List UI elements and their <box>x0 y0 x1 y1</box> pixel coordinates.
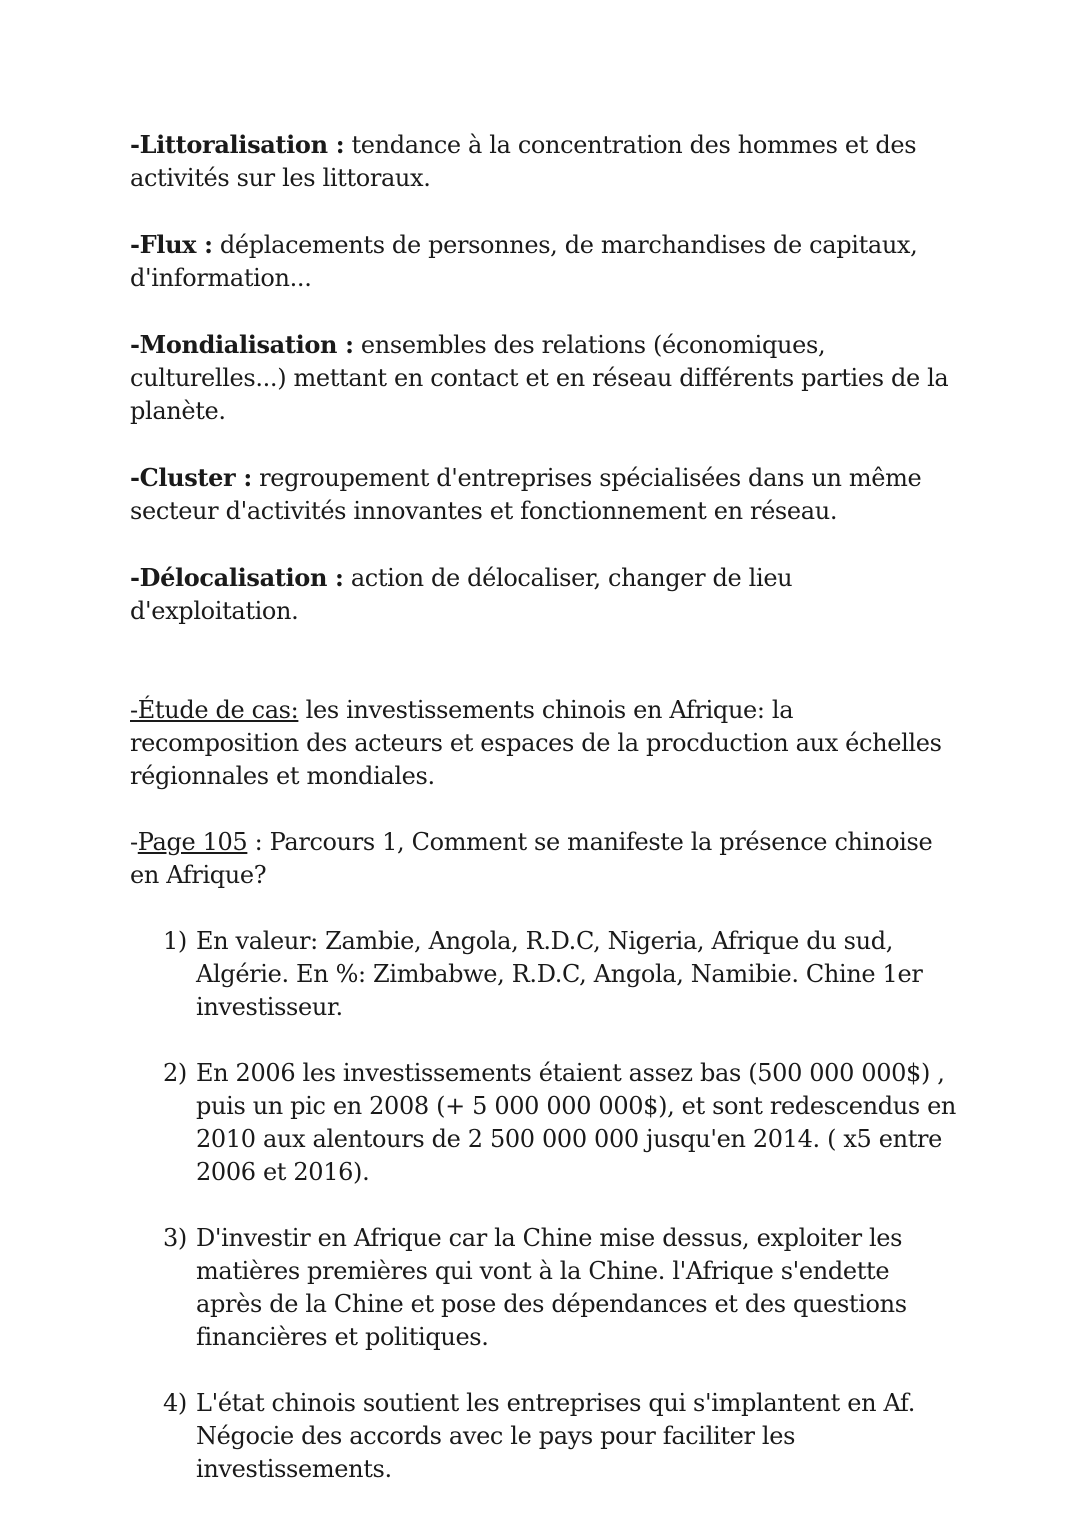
definition-term: -Délocalisation : <box>130 563 344 592</box>
answer-number: 4) <box>163 1389 187 1417</box>
definition-text: action de délocaliser, changer de lieu d'exploitation. <box>130 564 793 625</box>
definition-littoralisation <box>130 128 960 195</box>
definition-term: -Littoralisation : <box>130 130 345 159</box>
definition-term: -Mondialisation : <box>130 330 354 359</box>
definition-term: -Cluster : <box>130 463 252 492</box>
case-study-text: les investissements chinois en Afrique: la recomposition des acteurs et espaces de la procduction aux échelles régionnales et mondiales. <box>130 696 942 790</box>
page-reference <box>130 826 960 892</box>
answer-item <box>130 1222 960 1354</box>
answer-number: 1) <box>163 927 187 955</box>
definition-text: regroupement d'entreprises spécialisées dans un même secteur d'activités innovantes et fonctionnement en réseau. <box>130 464 922 525</box>
definition-mondialisation <box>130 328 960 428</box>
answer-number: 2) <box>163 1059 187 1087</box>
spacer <box>130 661 960 694</box>
case-study-heading <box>130 694 960 793</box>
answer-item <box>130 925 960 1024</box>
document-page <box>130 128 960 1519</box>
answer-number: 3) <box>163 1224 187 1252</box>
page-reference-label: Page 105 <box>137 828 248 856</box>
answer-text: D'investir en Afrique car la Chine mise dessus, exploiter les matières premières qui vont à la Chine. l'Afrique s'endette après de la Chine et pose des dépendances et des questions financières et politiques. <box>196 1224 907 1351</box>
definition-cluster <box>130 461 960 528</box>
definition-flux <box>130 228 960 295</box>
answer-text: En valeur: Zambie, Angola, R.D.C, Nigeria, Afrique du sud, Algérie. En %: Zimbabwe, R.D.C, Angola, Namibie. Chine 1er investisseur. <box>196 927 923 1021</box>
page-reference-prefix: - <box>130 828 138 856</box>
definition-text: tendance à la concentration des hommes et des activités sur les littoraux. <box>130 131 917 192</box>
definition-text: ensembles des relations (économiques, culturelles...) mettant en contact et en réseau différents parties de la planète. <box>130 331 949 425</box>
answer-item <box>130 1387 960 1486</box>
definition-text: déplacements de personnes, de marchandises de capitaux, d'information... <box>130 231 918 292</box>
answer-text: En 2006 les investissements étaient assez bas (500 000 000$) , puis un pic en 2008 (+ 5 000 000 000$), et sont redescendus en 2010 aux alentours de 2 500 000 000 jusqu'en 2014. ( x5 entre 2006 et 2016). <box>196 1059 957 1186</box>
definition-term: -Flux : <box>130 230 213 259</box>
answers-list <box>130 925 960 1486</box>
answer-text: L'état chinois soutient les entreprises qui s'implantent en Af. Négocie des accords avec le pays pour faciliter les investissements. <box>196 1389 915 1483</box>
case-study-label: -Étude de cas: <box>130 696 299 724</box>
answer-item <box>130 1057 960 1189</box>
page-reference-text: : Parcours 1, Comment se manifeste la présence chinoise en Afrique? <box>130 828 933 889</box>
definition-delocalisation <box>130 561 960 628</box>
